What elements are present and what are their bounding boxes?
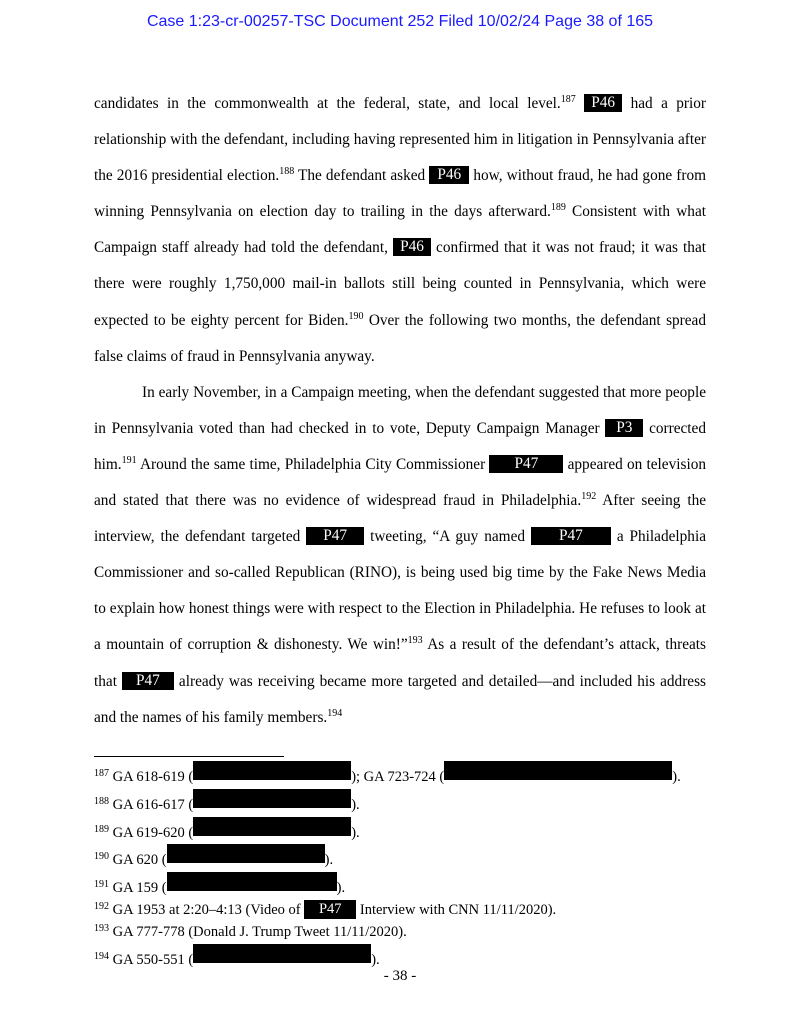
paragraph-2: In early November, in a Campaign meeting, when the defendant suggested that more people in Pennsylvania voted than had checked in to vote, Deputy Campaign Manager P3 corrected him.$^{191}$ Around the same time, Philadelphia City Commissioner P47 appeared on television and stated that there was no evidence of widespread fraud in Philadelphia.$^{192}$ After seeing the interview, the defendant targeted P47 tweeting, “A guy named P47 a Philadelphia Commissioner and so-called Republican (RINO), is being used big time by the Fake News Media to explain how honest things were with respect to the Election in Philadelphia. He refuses to look at a mountain of corruption & dishonesty. We win!”$^{193}$ As a result of the defendant’s attack, threats that P47 already was receiving became more targeted and detailed—and included his address and the names of his family members.$^{194}$: [94, 383, 707, 726]
redaction-label: P47: [489, 455, 563, 473]
redaction-bar: [193, 789, 351, 808]
redaction-bar: [193, 817, 351, 836]
redaction-label: P3: [605, 419, 643, 437]
body-text: [94, 86, 706, 736]
footnotes: [94, 761, 734, 971]
footnote-ref: 187: [560, 94, 576, 105]
redaction-label: P46: [584, 94, 622, 112]
redaction-label: P47: [531, 527, 611, 545]
footnote-188: $^{188}$ GA 616-617 ( ).: [94, 789, 734, 817]
paragraph-1: candidates in the commonwealth at the federal, state, and local level.$^{187}$ P46 had a prior relationship with the defendant, including having represented him in litigation in Pennsylvania after the 2016 presidential election.$^{188}$ The defendant asked P46 how, without fraud, he had gone from winning Pennsylvania on election day to trailing in the days afterward.$^{189}$ Consistent with what Campaign staff already had told the defendant, P46 confirmed that it was not fraud; it was that there were roughly 1,750,000 mail-in ballots still being counted in Pennsylvania, which were expected to be eighty percent for Biden.$^{190}$ Over the following two months, the defendant spread false claims of fraud in Pennsylvania anyway.: [94, 94, 707, 365]
redaction-bar: [167, 872, 337, 891]
footnote-192: $^{192}$ GA 1953 at 2:20–4:13 (Video of P47 Interview with CNN 11/11/2020).: [94, 900, 557, 918]
footnote-191: $^{191}$ GA 159 ( ).: [94, 872, 734, 900]
footnote-ref: 189: [550, 202, 566, 214]
footnote-194: $^{194}$ GA 550-551 ( ).: [94, 944, 734, 972]
redaction-bar: [167, 844, 325, 863]
footnote-189: $^{189}$ GA 619-620 ( ).: [94, 817, 734, 845]
footnote-ref: 188: [279, 166, 295, 178]
redaction-bar: [193, 944, 371, 963]
footnote-ref: 191: [121, 454, 137, 466]
footnote-ref: 193: [407, 635, 423, 647]
redaction-bar: [444, 761, 672, 780]
footnote-ref: 190: [348, 310, 364, 322]
footnote-ref: 194: [327, 707, 343, 719]
footnote-187: $^{187}$ GA 618-619 ( ); GA 723-724 ( ).: [94, 761, 734, 789]
redaction-label: P47: [122, 672, 174, 690]
footnote-193: $^{193}$ GA 777-778 (Donald J. Trump Tweet 11/11/2020).: [94, 922, 407, 940]
footnote-ref: 192: [581, 491, 597, 503]
page-number: - 38 -: [383, 968, 417, 984]
redaction-label: P47: [306, 527, 364, 545]
redaction-bar: [193, 761, 351, 780]
case-header: Case 1:23-cr-00257-TSC Document 252 Filed 10/02/24 Page 38 of 165: [146, 13, 654, 30]
redaction-label: P47: [304, 900, 356, 919]
footnote-190: $^{190}$ GA 620 ( ).: [94, 844, 734, 872]
redaction-label: P46: [429, 166, 469, 184]
footnote-divider: [94, 756, 284, 757]
redaction-label: P46: [393, 238, 431, 256]
